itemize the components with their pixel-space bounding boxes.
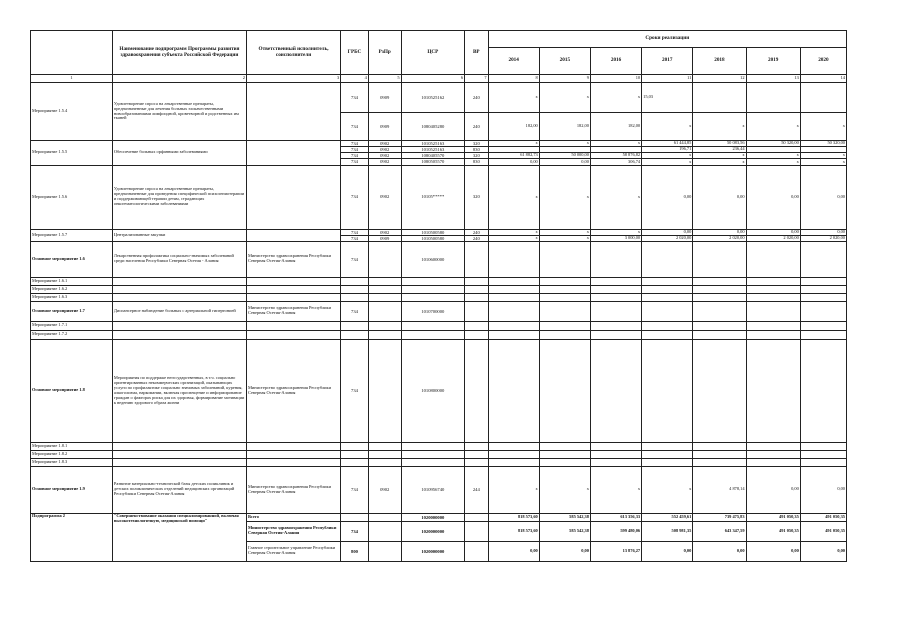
cell: 491 050,35 (746, 521, 800, 541)
table-row (31, 321, 847, 330)
year-cell: 2020 (800, 48, 846, 75)
cell: 1020000000 (401, 521, 464, 541)
cell: 800 (341, 541, 369, 561)
col-number: 11 (642, 75, 693, 83)
row-description: Удовлетворение спроса на лекарственные препараты, предназначенные для лечения больных злокачественными новообразованиями лимфоидной, кроветворной и родственных им тканей (112, 83, 246, 141)
cell: 0,00 (642, 541, 693, 561)
row-responsible: Министерство здравоохранения Республики Северная Осетия-Алания (247, 301, 341, 321)
cell: 0,00 (539, 541, 590, 561)
cell: 58 876,82 (590, 153, 641, 159)
col-number: 10 (590, 75, 641, 83)
row-responsible: Министерство здравоохранения Республики Северная Осетия-Алания (247, 466, 341, 513)
cell: 240 (465, 113, 489, 141)
cell: x (488, 466, 539, 513)
row-description: Централизованные закупки (112, 229, 246, 241)
cell: 739 475,83 (693, 513, 746, 521)
cell: 613 356,33 (590, 513, 641, 521)
header-row (31, 31, 847, 48)
cell: 1010525163 (401, 141, 464, 147)
header-csr: ЦСР (401, 31, 464, 75)
cell: x (590, 83, 641, 113)
row-description: Мероприятия по поддержке негосударственных, в т.ч. социально ориентированных некоммерческих организаций, оказывающих услуги по профилактике социально значимых заболеваний, курения, алкоголизма, наркомании, включая просвещение и информирование граждан о факторах риска для их здоровья, формирование мотивации к ведению здорового образа жизни (112, 339, 246, 442)
cell: 0,00 (693, 541, 746, 561)
cell (746, 83, 800, 113)
cell: 50 083,56 (693, 141, 746, 147)
cell: x (539, 141, 590, 147)
cell: 182,00 (590, 113, 641, 141)
cell (800, 83, 846, 113)
row-label: Основное мероприятие 1.7 (31, 301, 113, 321)
cell: 734 (341, 229, 369, 235)
cell: 320 (465, 165, 489, 229)
cell: x (693, 153, 746, 159)
cell: 50 320,00 (746, 141, 800, 147)
row-responsible: Министерство здравоохранения Республики Северная Осетия-Алания (247, 339, 341, 442)
header-grbs: ГРБС (341, 31, 369, 75)
col-number: 12 (693, 75, 746, 83)
col-number: 14 (800, 75, 846, 83)
cell: x (693, 113, 746, 141)
cell: 0,00 (693, 165, 746, 229)
cell: 734 (341, 141, 369, 147)
cell: 0,00 (800, 541, 846, 561)
row-description: "Совершенствование оказания специализированной, включая высокотехнологичную, медицинской помощи" (112, 513, 246, 561)
table-row (31, 513, 847, 521)
cell: 734 (341, 521, 369, 541)
cell: 1020000000 (401, 541, 464, 561)
row-label: Мероприятие 1.6.3 (31, 293, 113, 301)
cell: 585 542,38 (539, 513, 590, 521)
cell: 0,00 (693, 229, 746, 235)
row-label: Мероприятие 1.5.7 (31, 229, 113, 241)
cell: 306,74 (590, 159, 641, 165)
cell: 0,00 (488, 159, 539, 165)
cell: 0902 (368, 229, 401, 235)
row-responsible: Министерство здравоохранения Республики Северная Осетия-Алания (247, 521, 341, 541)
cell: 0,00 (746, 541, 800, 561)
cell: 1010800000 (401, 339, 464, 442)
cell: 0909 (368, 113, 401, 141)
col-number: 5 (368, 75, 401, 83)
cell (341, 513, 369, 521)
cell (368, 541, 401, 561)
cell: x (746, 159, 800, 165)
budget-table (30, 30, 847, 562)
cell: 1010700000 (401, 301, 464, 321)
row-label: Основное мероприятие 1.8 (31, 339, 113, 442)
cell: 1080505570 (401, 159, 464, 165)
cell: 734 (341, 153, 369, 159)
cell: x (693, 159, 746, 165)
row-label: Мероприятие 1.8.3 (31, 458, 113, 466)
header-responsible: Ответственный исполнитель, соисполнители (247, 31, 341, 75)
header-program-name: Наименование подпрограмм Программы развития здравоохранения субъекта Российской Федерации (112, 31, 246, 75)
cell: x (642, 153, 693, 159)
col-number: 7 (465, 75, 489, 83)
cell: x (590, 141, 641, 147)
cell: 818 573,60 (488, 513, 539, 521)
cell: 552 459,61 (642, 513, 693, 521)
row-description: Диспансерное наблюдение больных с артериальной гипертонией (112, 301, 246, 321)
cell: 3 000,00 (590, 235, 641, 241)
cell: 0902 (368, 147, 401, 153)
table-row (31, 301, 847, 321)
cell: x (642, 159, 693, 165)
cell: 0,00 (539, 159, 590, 165)
cell: 1010500580 (401, 229, 464, 235)
cell: 0,00 (800, 466, 846, 513)
cell: 61 882,73 (488, 153, 539, 159)
cell (465, 541, 489, 561)
year-cell: 2016 (590, 48, 641, 75)
cell (368, 521, 401, 541)
table-row (31, 241, 847, 277)
cell: 818 573,60 (488, 521, 539, 541)
cell: 182,00 (539, 113, 590, 141)
cell: x (746, 113, 800, 141)
cell: 2 020,00 (642, 235, 693, 241)
cell: 1010956740 (401, 466, 464, 513)
year-cell: 2019 (746, 48, 800, 75)
row-description: Удовлетворение спроса на лекарственные препараты, предназначенные для проведения специфической психоэнзиотерапии и поддерживающей терапии детям, страдающих онкогематологическими заболеваниями (112, 165, 246, 229)
cell: 1020000000 (401, 513, 464, 521)
cell: x (642, 466, 693, 513)
cell: 1010500580 (401, 235, 464, 241)
cell (693, 83, 746, 113)
cell: 15,03 (642, 83, 693, 113)
header-terms: Сроки реализации (488, 31, 846, 48)
cell: 734 (341, 113, 369, 141)
col-number: 4 (341, 75, 369, 83)
row-responsible: Министерство здравоохранения Республики Северная Осетия-Алания (247, 241, 341, 277)
cell: 643 347,59 (693, 521, 746, 541)
column-number-row (31, 75, 847, 83)
year-cell: 2018 (693, 48, 746, 75)
cell: 240 (465, 83, 489, 113)
year-cell: 2014 (488, 48, 539, 75)
cell: 734 (341, 165, 369, 229)
cell: 1080405570 (401, 153, 464, 159)
cell: x (800, 153, 846, 159)
cell: 10105***** (401, 165, 464, 229)
cell: 196,71 (642, 147, 693, 153)
row-label: Мероприятие 1.5.6 (31, 165, 113, 229)
cell: 0,00 (746, 229, 800, 235)
cell: 0,00 (642, 165, 693, 229)
cell: x (488, 235, 539, 241)
cell: x (800, 113, 846, 141)
cell: 585 542,38 (539, 521, 590, 541)
cell: 830 (465, 159, 489, 165)
table-row (31, 458, 847, 466)
row-label: Подпрограмма 2 (31, 513, 113, 561)
cell: 240 (465, 229, 489, 235)
row-responsible (247, 229, 341, 241)
row-label: Мероприятие 1.6.2 (31, 285, 113, 293)
cell (465, 513, 489, 521)
cell: 13 876,27 (590, 541, 641, 561)
cell: x (539, 229, 590, 235)
table-row (31, 442, 847, 450)
cell: x (746, 153, 800, 159)
row-label: Основное мероприятие 1.9 (31, 466, 113, 513)
table-row (31, 466, 847, 513)
cell: 0902 (368, 165, 401, 229)
cell: x (488, 165, 539, 229)
cell: 599 480,06 (590, 521, 641, 541)
row-label: Мероприятие 1.6.1 (31, 277, 113, 285)
row-description: Лекарственная профилактика социально-значимых заболеваний среди населения Республики Северная Осетия - Алания (112, 241, 246, 277)
table-row (31, 339, 847, 442)
header-rzpr: РзПр (368, 31, 401, 75)
col-number: 2 (112, 75, 246, 83)
cell: 734 (341, 241, 369, 277)
header-vr: ВР (465, 31, 489, 75)
cell: 734 (341, 147, 369, 153)
cell: x (539, 235, 590, 241)
cell: 320 (465, 141, 489, 147)
cell (368, 241, 401, 277)
row-description: Развитие материально-технической базы детских поликлиник и детских поликлинических отделений медицинских организаций Республики Северная Осетия-Алания (112, 466, 246, 513)
cell: 0,00 (642, 229, 693, 235)
cell: 734 (341, 83, 369, 113)
row-label: Мероприятие 1.8.2 (31, 450, 113, 458)
cell: x (590, 165, 641, 229)
col-number: 9 (539, 75, 590, 83)
cell: 734 (341, 235, 369, 241)
cell: 0902 (368, 159, 401, 165)
row-responsible (247, 141, 341, 166)
cell: 0,00 (800, 165, 846, 229)
cell: 491 050,35 (800, 513, 846, 521)
cell: 236,44 (693, 147, 746, 153)
cell: 61 444,85 (642, 141, 693, 147)
cell: 734 (341, 339, 369, 442)
cell: 1010525163 (401, 147, 464, 153)
cell: 734 (341, 466, 369, 513)
cell: 2 020,00 (693, 235, 746, 241)
table-row (31, 450, 847, 458)
cell: x (800, 159, 846, 165)
header-blank (31, 31, 113, 75)
row-label: Мероприятие 1.5.5 (31, 141, 113, 166)
cell: x (539, 165, 590, 229)
cell: 734 (341, 301, 369, 321)
table-row (31, 293, 847, 301)
cell: x (488, 83, 539, 113)
table-row (31, 165, 847, 229)
cell: x (642, 113, 693, 141)
cell: x (539, 83, 590, 113)
cell: 491 050,35 (746, 513, 800, 521)
row-label: Мероприятие 1.8.1 (31, 442, 113, 450)
cell: 0902 (368, 141, 401, 147)
cell (465, 241, 489, 277)
cell (368, 513, 401, 521)
cell: x (488, 229, 539, 235)
table-row (31, 330, 847, 339)
row-responsible (247, 165, 341, 229)
cell: 2 020,00 (800, 235, 846, 241)
year-cell: 2015 (539, 48, 590, 75)
cell: 4 878,14 (693, 466, 746, 513)
cell: 491 050,35 (800, 521, 846, 541)
cell: 1010525162 (401, 83, 464, 113)
cell: 830 (465, 147, 489, 153)
cell: x (590, 229, 641, 235)
cell: 0,00 (800, 229, 846, 235)
cell: 1080405280 (401, 113, 464, 141)
cell: 182,00 (488, 113, 539, 141)
cell: 0,00 (746, 165, 800, 229)
row-responsible: Главное строительное управление Республики Северная Осетия-Алания (247, 541, 341, 561)
cell: x (590, 466, 641, 513)
cell: 508 981,35 (642, 521, 693, 541)
cell: 320 (465, 153, 489, 159)
table-row (31, 277, 847, 285)
row-label: Мероприятие 1.5.4 (31, 83, 113, 141)
col-number: 6 (401, 75, 464, 83)
cell: 244 (465, 466, 489, 513)
cell: 0902 (368, 153, 401, 159)
cell: 734 (341, 159, 369, 165)
cell: 50 320,00 (800, 141, 846, 147)
cell: 0902 (368, 466, 401, 513)
cell: 2 020,00 (746, 235, 800, 241)
table-row (31, 285, 847, 293)
cell: 50 000,00 (539, 153, 590, 159)
col-number: 1 (31, 75, 113, 83)
row-description: Обеспечение больных орфанными заболеваниями (112, 141, 246, 166)
table-row (31, 83, 847, 113)
row-responsible (247, 83, 341, 141)
row-label: Основное мероприятие 1.6 (31, 241, 113, 277)
cell: 0909 (368, 83, 401, 113)
year-cell: 2017 (642, 48, 693, 75)
row-label: Мероприятие 1.7.2 (31, 330, 113, 339)
cell: 0909 (368, 235, 401, 241)
cell: x (539, 466, 590, 513)
cell (465, 521, 489, 541)
total-label: Всего (247, 513, 341, 521)
col-number: 3 (247, 75, 341, 83)
cell: 1010600000 (401, 241, 464, 277)
col-number: 8 (488, 75, 539, 83)
row-label: Мероприятие 1.7.1 (31, 321, 113, 330)
cell: x (488, 141, 539, 147)
cell: 240 (465, 235, 489, 241)
cell: 0,00 (746, 466, 800, 513)
cell: 0,00 (488, 541, 539, 561)
col-number: 13 (746, 75, 800, 83)
